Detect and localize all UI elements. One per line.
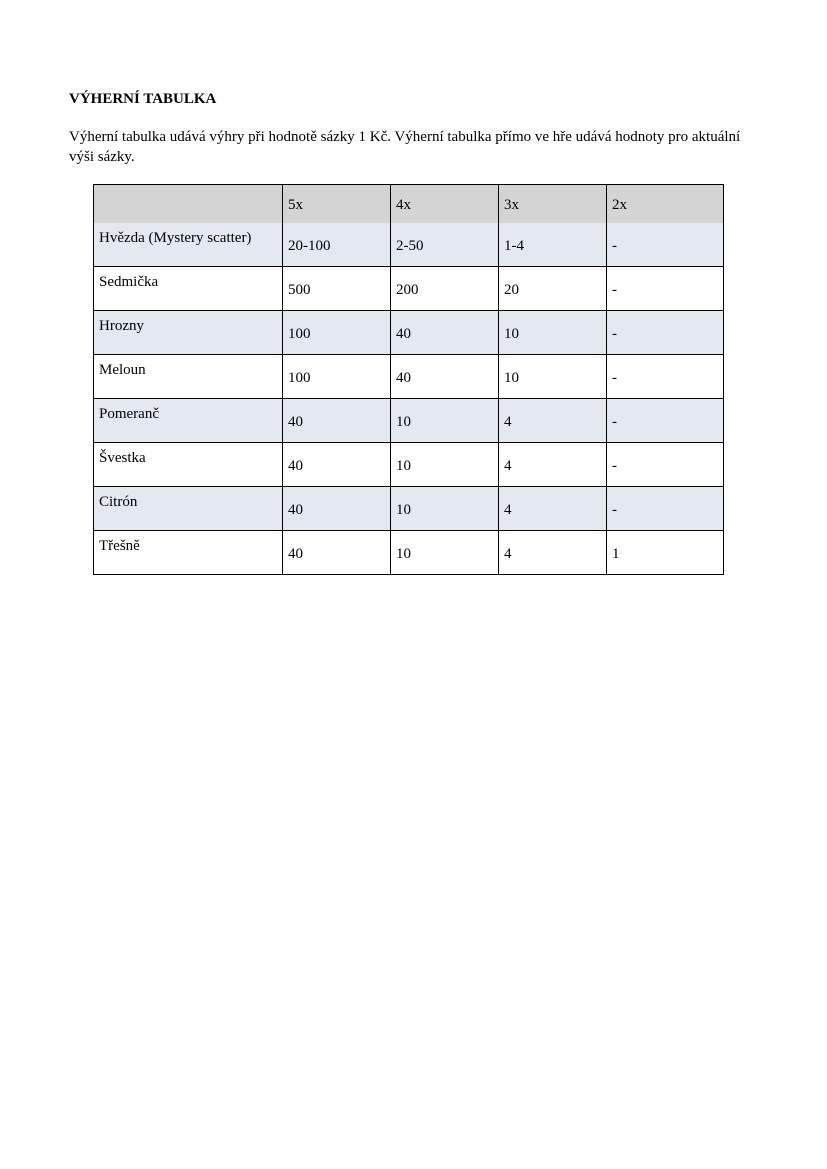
- document-title: VÝHERNÍ TABULKA: [69, 91, 217, 107]
- header-cell-3x: 3x: [499, 185, 607, 224]
- intro-paragraph: Výherní tabulka udává výhry při hodnotě sázky 1 Kč. Výherní tabulka přímo ve hře udává hodnoty pro aktuální výši sázky.: [69, 129, 741, 165]
- payout-4x-cell: 10: [391, 531, 499, 575]
- table-row: [94, 399, 724, 443]
- payout-2x-cell: -: [607, 443, 724, 487]
- payout-4x-cell: 10: [391, 487, 499, 531]
- payout-5x-cell: 40: [283, 531, 391, 575]
- payout-5x-cell: 100: [283, 311, 391, 355]
- payout-5x-cell: 40: [283, 443, 391, 487]
- payout-5x-cell: 40: [283, 487, 391, 531]
- payout-3x-cell: 1-4: [499, 223, 607, 267]
- payout-2x-cell: -: [607, 355, 724, 399]
- table-row: [94, 223, 724, 267]
- payout-2x-cell: 1: [607, 531, 724, 575]
- payout-4x-cell: 2-50: [391, 223, 499, 267]
- table-row: [94, 267, 724, 311]
- table-row: [94, 311, 724, 355]
- symbol-cell: Sedmička: [94, 267, 283, 311]
- symbol-cell: Pomeranč: [94, 399, 283, 443]
- payout-4x-cell: 10: [391, 399, 499, 443]
- payout-4x-cell: 200: [391, 267, 499, 311]
- symbol-cell: Citrón: [94, 487, 283, 531]
- header-cell-symbol: [94, 185, 283, 224]
- payout-3x-cell: 4: [499, 487, 607, 531]
- payout-5x-cell: 40: [283, 399, 391, 443]
- header-cell-2x: 2x: [607, 185, 724, 224]
- symbol-cell: Švestka: [94, 443, 283, 487]
- symbol-cell: Meloun: [94, 355, 283, 399]
- payout-3x-cell: 10: [499, 355, 607, 399]
- symbol-cell: Třešně: [94, 531, 283, 575]
- paytable-header-row: [94, 185, 724, 224]
- symbol-cell: Hvězda (Mystery scatter): [94, 223, 283, 267]
- payout-3x-cell: 10: [499, 311, 607, 355]
- payout-2x-cell: -: [607, 267, 724, 311]
- table-row: [94, 531, 724, 575]
- table-row: [94, 355, 724, 399]
- payout-5x-cell: 20-100: [283, 223, 391, 267]
- payout-3x-cell: 20: [499, 267, 607, 311]
- payout-4x-cell: 40: [391, 311, 499, 355]
- paytable: [93, 184, 724, 575]
- payout-3x-cell: 4: [499, 443, 607, 487]
- payout-2x-cell: -: [607, 487, 724, 531]
- table-row: [94, 487, 724, 531]
- payout-5x-cell: 100: [283, 355, 391, 399]
- payout-3x-cell: 4: [499, 531, 607, 575]
- header-cell-5x: 5x: [283, 185, 391, 224]
- payout-2x-cell: -: [607, 399, 724, 443]
- payout-4x-cell: 10: [391, 443, 499, 487]
- header-cell-4x: 4x: [391, 185, 499, 224]
- payout-4x-cell: 40: [391, 355, 499, 399]
- payout-2x-cell: -: [607, 223, 724, 267]
- payout-2x-cell: -: [607, 311, 724, 355]
- table-row: [94, 443, 724, 487]
- payout-3x-cell: 4: [499, 399, 607, 443]
- symbol-cell: Hrozny: [94, 311, 283, 355]
- payout-5x-cell: 500: [283, 267, 391, 311]
